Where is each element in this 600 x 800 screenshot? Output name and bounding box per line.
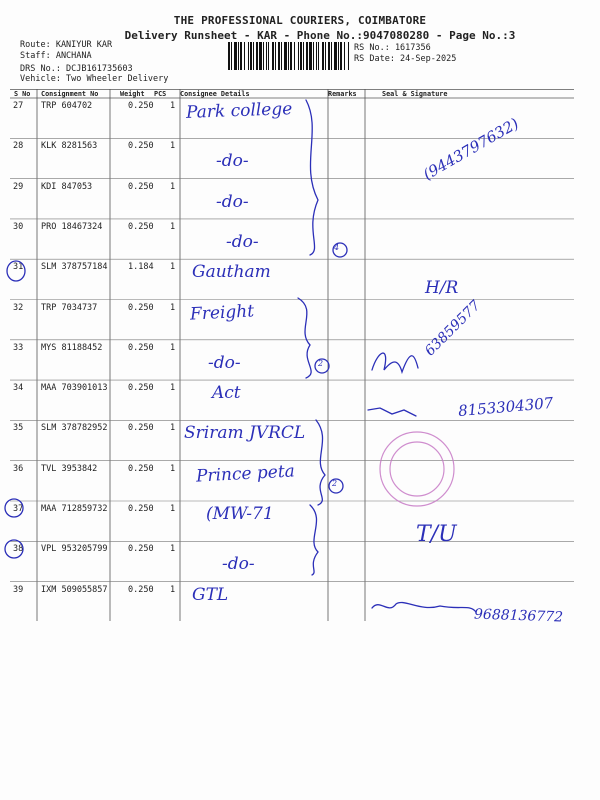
row-consignee: GTL — [192, 584, 229, 605]
row-consignee: Gautham — [192, 262, 271, 283]
row-sno: 30 — [13, 221, 24, 232]
row-sno: 34 — [13, 383, 24, 394]
row-consignment-no: SLM 378782952 — [41, 423, 108, 434]
row-consignee: Sriram JVRCL — [184, 423, 306, 444]
row-sno: 35 — [13, 423, 24, 434]
seal-stamp-outer — [380, 432, 454, 506]
circle-mark-38 — [5, 540, 23, 558]
row-consignment-no: MAA 703901013 — [41, 383, 108, 394]
brace-mark-1 — [306, 100, 318, 255]
row-consignment-no: PRO 18467324 — [41, 221, 103, 232]
row-consignee: (MW-71 — [206, 504, 274, 524]
row-consignment-no: IXM 509055857 — [41, 584, 108, 595]
row-pcs: 1 — [170, 221, 176, 232]
row-pcs: 1 — [170, 101, 176, 111]
row-weight: 0.250 — [128, 221, 154, 232]
row-consignment-no: KDI 847053 — [41, 181, 93, 192]
row-weight: 1.184 — [128, 262, 154, 273]
row-consignee: Prince peta — [195, 461, 296, 487]
row-sno: 37 — [13, 504, 24, 514]
row-weight: 0.250 — [128, 181, 154, 192]
row-pcs: 1 — [170, 383, 176, 394]
row-consignee: Park college — [185, 99, 293, 123]
brace-mark-3 — [316, 420, 325, 505]
signature-phone-3: 8153304307 — [457, 393, 555, 421]
col-consignment-header: Consignment No — [41, 90, 99, 98]
row-pcs: 1 — [170, 302, 176, 313]
row-consignment-no: MAA 712859732 — [41, 504, 108, 514]
col-weight-header: Weight — [120, 90, 145, 98]
col-pcs-header: PCS — [154, 90, 167, 98]
row-weight: 0.250 — [128, 544, 154, 555]
signature-scribble-1 — [372, 353, 418, 372]
row-sno: 38 — [13, 544, 24, 555]
row-sno: 31 — [13, 262, 24, 273]
row-pcs: 1 — [170, 262, 176, 273]
drs-label: DRS No.: DCJB161735603 — [20, 64, 133, 74]
row-pcs: 1 — [170, 463, 176, 474]
col-seal-header: Seal & Signature — [382, 90, 448, 98]
vehicle-label: Vehicle: Two Wheeler Delivery — [20, 74, 169, 84]
seal-stamp-inner — [390, 442, 444, 496]
rs-number: RS No.: 1617356 — [354, 43, 431, 53]
signature-phone-4: 9688136772 — [473, 606, 564, 626]
row-pcs: 1 — [170, 141, 176, 152]
signature-text-tu: T/U — [416, 522, 457, 547]
row-weight: 0.250 — [128, 342, 154, 353]
row-pcs: 1 — [170, 504, 176, 514]
signature-text-hr: H/R — [425, 278, 459, 298]
route-label: Route: KANIYUR KAR — [20, 40, 113, 50]
row-weight: 0.250 — [128, 504, 154, 514]
row-weight: 0.250 — [128, 383, 154, 394]
row-sno: 27 — [13, 101, 24, 111]
row-consignee: -do- — [216, 191, 249, 212]
col-remarks-header: Remarks — [328, 90, 357, 98]
row-sno: 39 — [13, 584, 24, 595]
row-consignment-no: TRP 604702 — [41, 101, 93, 111]
row-pcs: 1 — [170, 342, 176, 353]
row-weight: 0.250 — [128, 141, 154, 152]
row-consignment-no: TVL 3953842 — [41, 463, 98, 474]
row-pcs: 1 — [170, 584, 176, 595]
row-consignee: -do- — [216, 151, 249, 172]
col-sno-header: S No — [14, 90, 31, 98]
row-sno: 32 — [13, 302, 24, 313]
row-consignee: Act — [212, 383, 241, 404]
row-consignee: -do- — [208, 352, 241, 373]
row-consignment-no: MYS 81188452 — [41, 342, 103, 353]
row-pcs: 1 — [170, 544, 176, 555]
row-consignee: Freight — [189, 300, 255, 325]
row-weight: 0.250 — [128, 584, 154, 595]
row-consignment-no: KLK 8281563 — [41, 141, 98, 152]
row-weight: 0.250 — [128, 302, 154, 313]
rs-date: RS Date: 24-Sep-2025 — [354, 54, 457, 64]
row-consignment-no: TRP 7034737 — [41, 302, 98, 313]
row-sno: 36 — [13, 463, 24, 474]
signature-phone-2: 63859577 — [422, 297, 484, 360]
circle-mark-31 — [7, 261, 25, 281]
row-weight: 0.250 — [128, 463, 154, 474]
row-consignment-no: VPL 953205799 — [41, 544, 108, 555]
staff-label: Staff: ANCHANA — [20, 51, 92, 61]
row-weight: 0.250 — [128, 423, 154, 434]
bracket-count-2: 2 — [318, 359, 324, 368]
brace-mark-4 — [310, 505, 318, 575]
row-consignee: -do- — [226, 231, 259, 252]
row-weight: 0.250 — [128, 101, 154, 111]
bracket-count-1: 4 — [334, 243, 340, 252]
company-title: THE PROFESSIONAL COURIERS, COIMBATORE — [173, 14, 427, 27]
row-consignment-no: SLM 378757184 — [41, 262, 108, 273]
circle-mark-37 — [5, 499, 23, 517]
signature-phone-1: (9443797632) — [420, 114, 522, 184]
signature-scribble-2 — [368, 408, 416, 416]
signature-scribble-3 — [372, 602, 476, 612]
row-sno: 29 — [13, 181, 24, 192]
row-sno: 33 — [13, 342, 24, 353]
brace-mark-2 — [298, 298, 311, 378]
row-pcs: 1 — [170, 181, 176, 192]
bracket-count-3: 2 — [332, 479, 338, 488]
row-pcs: 1 — [170, 423, 176, 434]
row-consignee: -do- — [222, 554, 255, 575]
runsheet-subtitle: Delivery Runsheet - KAR - Phone No.:9047080280 - Page No.:3 — [124, 29, 516, 42]
row-sno: 28 — [13, 141, 24, 152]
col-consignee-header: Consignee Details — [180, 90, 250, 98]
